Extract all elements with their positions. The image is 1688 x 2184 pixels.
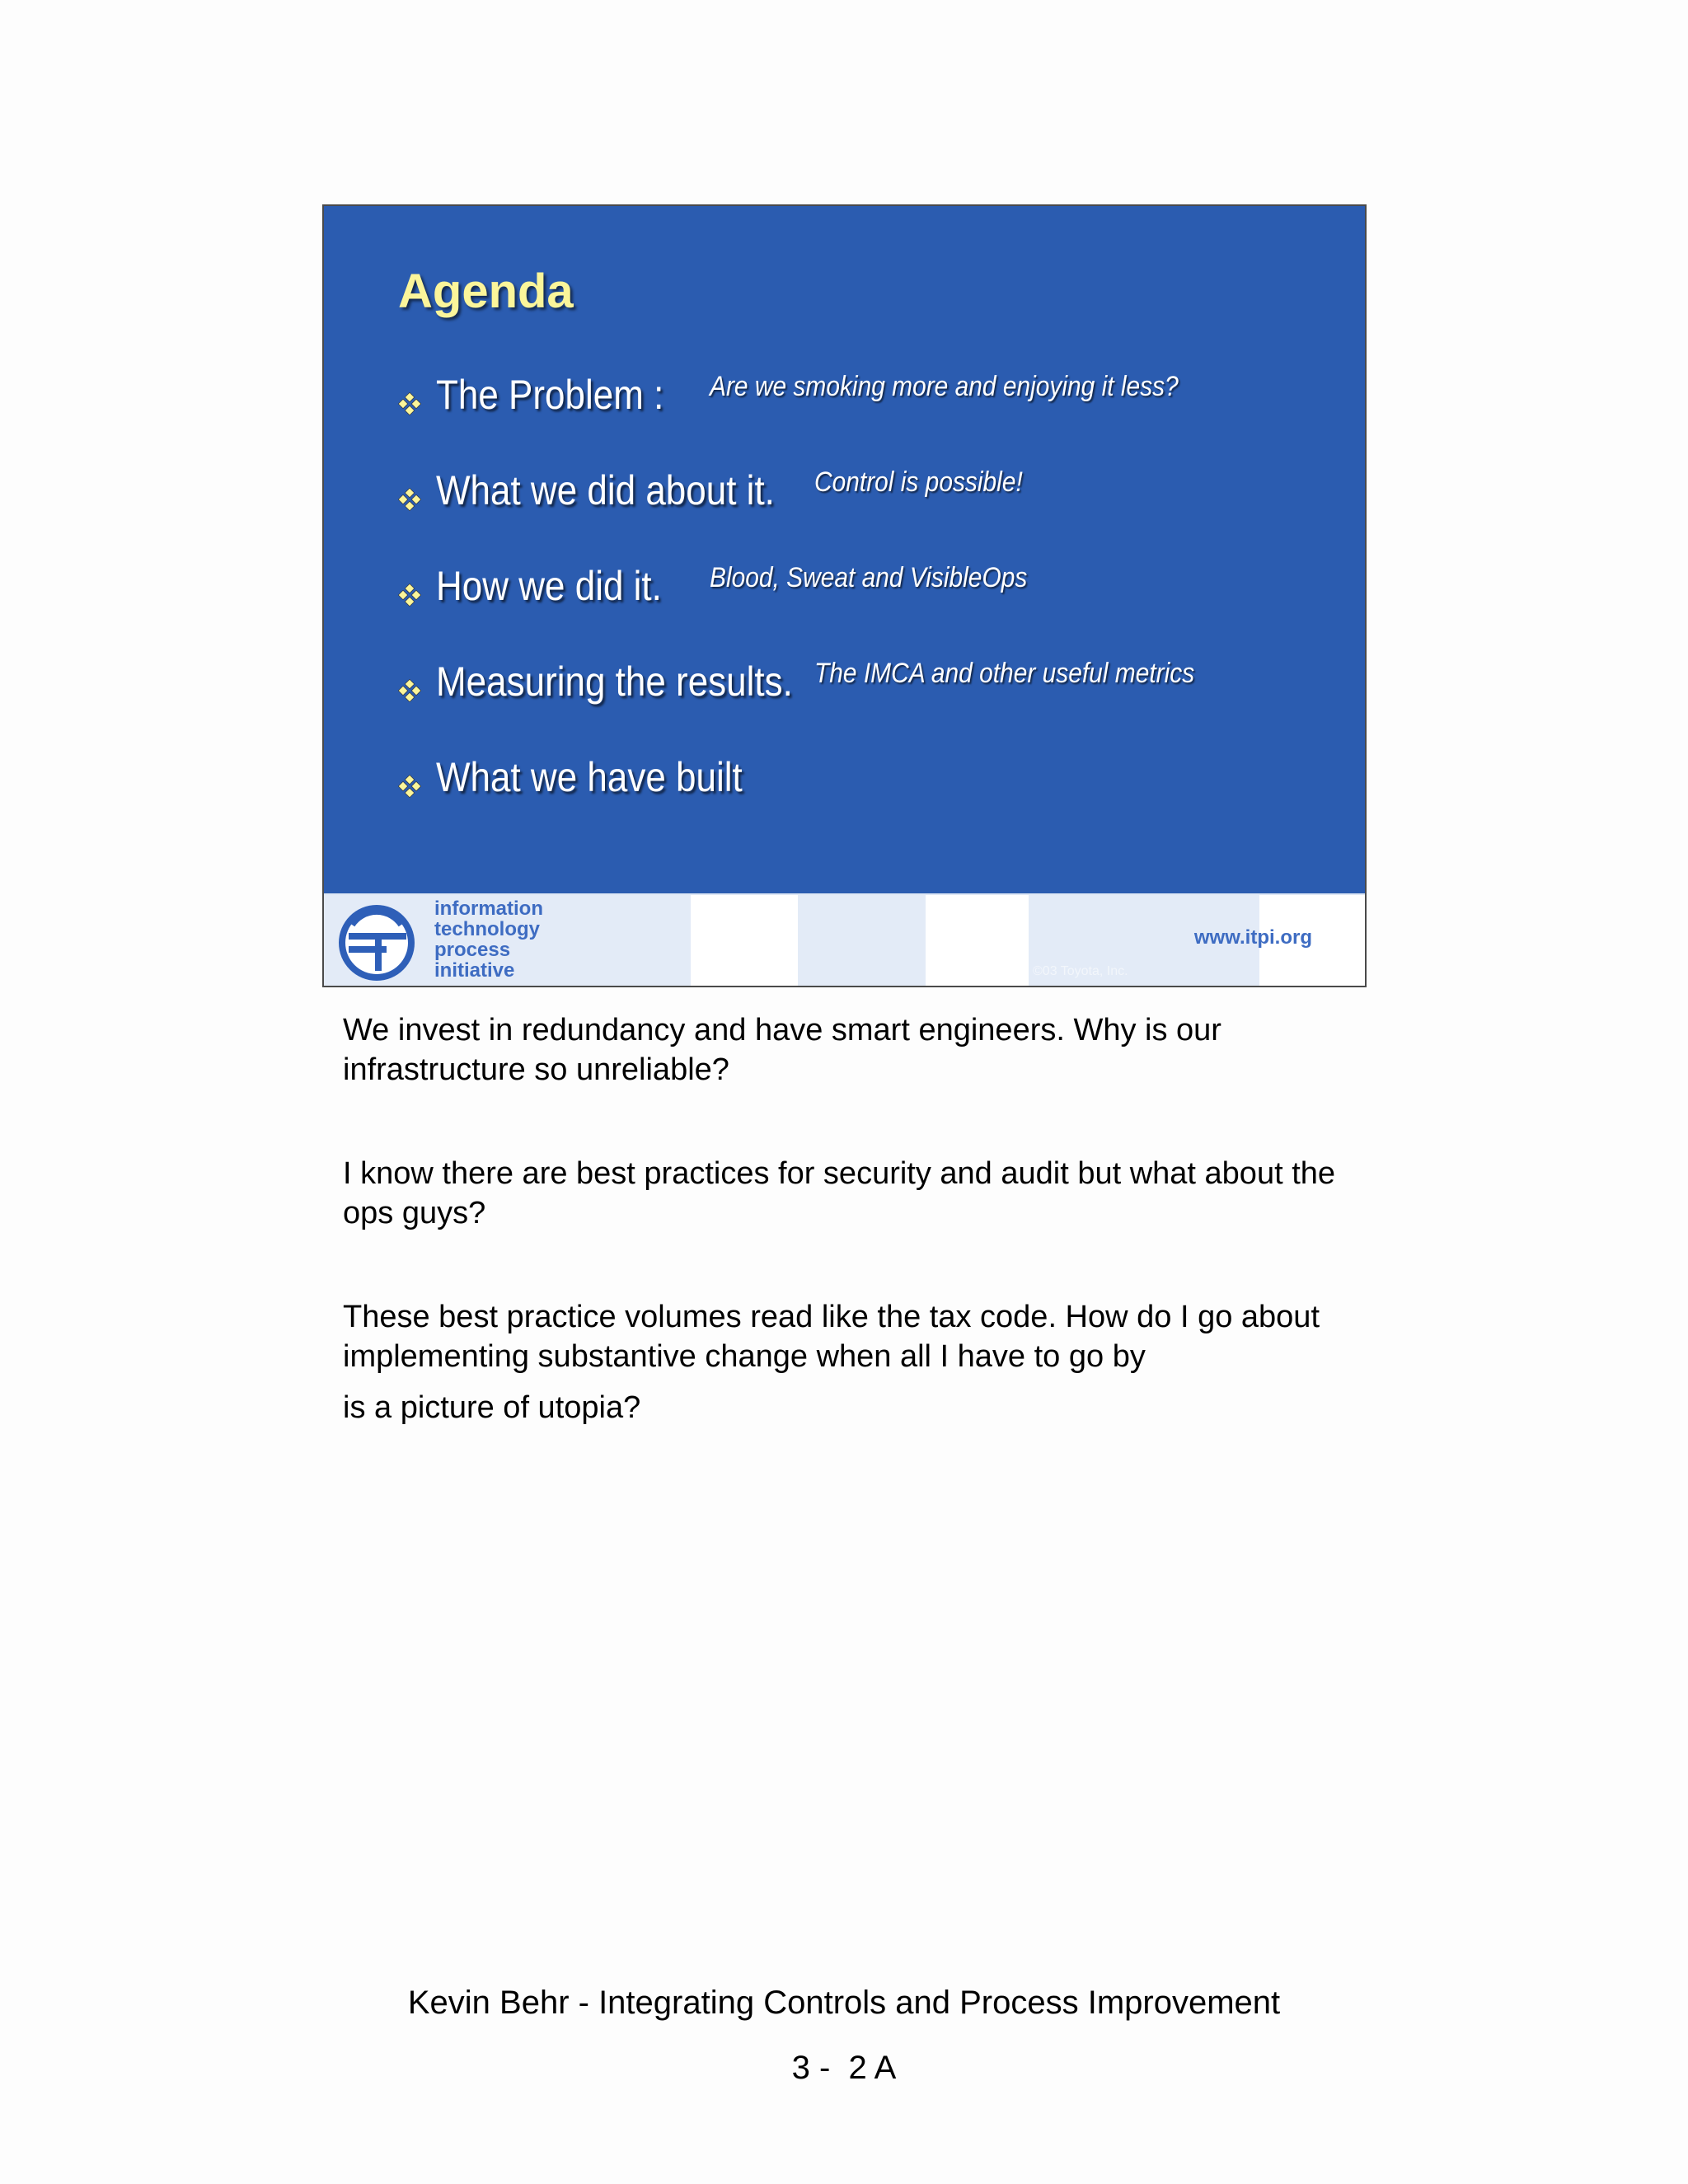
agenda-item-sub: Blood, Sweat and VisibleOps: [710, 562, 1028, 593]
agenda-item: [398, 466, 1023, 532]
itpi-logo-icon: [335, 900, 426, 982]
agenda-item-main: How we did it.: [436, 563, 662, 609]
agenda-item: [398, 753, 784, 819]
page-number: 3 - 2 A: [791, 2050, 897, 2086]
agenda-item-main: The Problem :: [436, 372, 664, 418]
logo-line: initiative: [434, 959, 515, 982]
diamond-bullet-icon: [398, 775, 421, 798]
agenda-item-sub: The IMCA and other useful metrics: [814, 658, 1195, 689]
note-paragraph: These best practice volumes read like the tax code. How do I go about implementing substantive change when all I have to go by: [343, 1300, 1320, 1374]
logo-line: technology: [434, 918, 541, 940]
note-paragraph: I know there are best practices for security and audit but what about the ops guys?: [343, 1156, 1336, 1230]
website-url: www.itpi.org: [1193, 926, 1312, 949]
logo-line: information: [434, 898, 543, 920]
slide-image: [322, 204, 1367, 987]
footer-title: Kevin Behr - Integrating Controls and Process Improvement: [407, 1985, 1281, 2021]
note-paragraph: We invest in redundancy and have smart engineers. Why is our infrastructure so unreliable?: [343, 1013, 1221, 1087]
agenda-item-sub: Are we smoking more and enjoying it less?: [710, 371, 1179, 402]
note-paragraph: is a picture of utopia?: [343, 1390, 641, 1425]
diamond-bullet-icon: [398, 392, 421, 415]
agenda-item-main: What we did about it.: [436, 467, 775, 513]
copyright-text: ©03 Toyota, Inc.: [1033, 964, 1128, 978]
slide-footer-band: [324, 893, 1365, 986]
agenda-item-main: Measuring the results.: [436, 658, 793, 705]
slide-title: Agenda: [398, 265, 574, 318]
logo-wordmark: [434, 898, 543, 981]
agenda-item-main: What we have built: [436, 754, 743, 800]
band-block: [798, 895, 926, 986]
agenda-item-sub: Control is possible!: [814, 466, 1023, 498]
diamond-bullet-icon: [398, 583, 421, 607]
diamond-bullet-icon: [398, 679, 421, 702]
logo-line: process: [434, 939, 511, 961]
agenda-item: [398, 371, 1179, 437]
agenda-item: [398, 562, 1028, 628]
diamond-bullet-icon: [398, 488, 421, 511]
agenda-item: [398, 658, 1195, 724]
